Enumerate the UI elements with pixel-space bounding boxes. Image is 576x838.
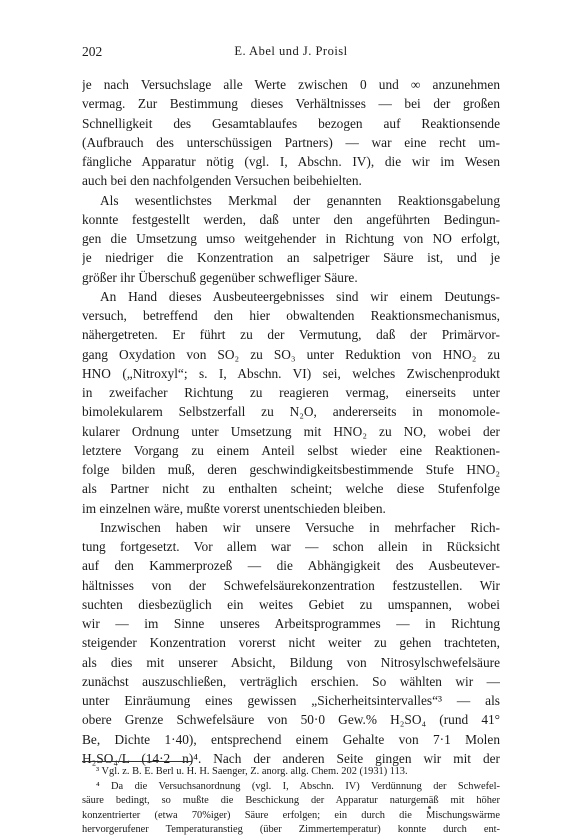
footnotes bbox=[82, 765, 500, 838]
running-title: E. Abel und J. Proisl bbox=[234, 44, 348, 58]
body-line: kularer Ordnung unter Umsetzung mit HNO₂ zu NO, wobei der bbox=[82, 423, 500, 439]
page-header bbox=[82, 44, 500, 64]
body-line: letztere Vorgang zu einem Anteil selbst wieder eine Reaktionen- bbox=[82, 442, 500, 458]
body-line: Be, Dichte 1·40), entsprechend einem Gehalte von 7·1 Molen bbox=[82, 731, 500, 747]
body-line: hältnisses von der Schwefelsäurekonzentration festzustellen. Wir bbox=[82, 577, 500, 593]
body-line: größer ihr Überschuß gegenüber schwefliger Säure. bbox=[82, 269, 358, 285]
body-line: zunächst auszuschließen, verträglich erschien. So wählten wir — bbox=[82, 673, 500, 689]
body-line: als dies mit unserer Absicht, Bildung von Nitrosylschwefelsäure bbox=[82, 654, 500, 670]
body-line: An Hand dieses Ausbeuteergebnisses sind wir einem Deutungs- bbox=[100, 288, 500, 304]
body-line: gen die Umsetzung umso weitgehender in Richtung von NO erfolgt, bbox=[82, 231, 500, 246]
body-line: folge bilden muß, deren geschwindigkeitsbestimmende Stufe HNO₂ bbox=[82, 462, 500, 477]
body-line: (Aufbrauch des unterschüssigen Partners) — war eine recht um- bbox=[82, 134, 500, 150]
print-speck bbox=[428, 806, 431, 809]
body-line: tung fortgesetzt. Vor allem war — schon allein in Rücksicht bbox=[82, 539, 500, 554]
body-line: in zweifacher Richtung zu reagieren vermag, einerseits unter bbox=[82, 385, 500, 400]
body-line: Als wesentlichstes Merkmal der genannten Reaktionsgabelung bbox=[100, 192, 500, 208]
body-line: auch bei den nachfolgenden Versuchen beibehielten. bbox=[82, 173, 362, 189]
footnote-line: säure bedingt, so mußte die Beschickung der Apparatur naturgemäß mit höher bbox=[82, 795, 500, 807]
body-line: HNO („Nitroxyl“; s. I, Abschn. VI) sei, welches Zwischenprodukt bbox=[82, 365, 500, 381]
body-line: fängliche Apparatur nötig (vgl. I, Abschn. IV), die wir im Wesen bbox=[82, 154, 500, 169]
footnote-line: ⁴ Da die Versuchsanordnung (vgl. I, Abschn. IV) Verdünnung der Schwefel- bbox=[96, 780, 500, 792]
body-line: auf den Kammerprozeß — die Abhängigkeit des Ausbeutever- bbox=[82, 558, 500, 574]
body-line: H₂SO₄/L (14·2 n)⁴. Nach der anderen Seite gingen wir mit der bbox=[82, 750, 500, 766]
body-line: nähergetreten. Er führt zu der Vermutung, daß der Primärvor- bbox=[82, 327, 500, 343]
body-line: Inzwischen haben wir unsere Versuche in mehrfacher Rich- bbox=[100, 519, 500, 535]
body-line: Schnelligkeit des Gesamtablaufes bezogen auf Reaktionsende bbox=[82, 115, 500, 131]
body-line: gang Oxydation von SO₂ zu SO₃ unter Reduktion von HNO₂ zu bbox=[82, 346, 500, 362]
body-line: unter Einräumung eines gewissen „Sicherheitsintervalles“³ — als bbox=[82, 693, 500, 708]
body-line: obere Grenze Schwefelsäure von 50·0 Gew.% H₂SO₄ (rund 41° bbox=[82, 712, 500, 728]
body-text bbox=[82, 75, 500, 768]
body-line: konnte festgestellt werden, daß unter den angeführten Bedingun- bbox=[82, 211, 500, 227]
body-line: suchten diesbezüglich ein weites Gebiet zu umspannen, wobei bbox=[82, 596, 500, 612]
body-line: wir — im Sinne unseres Arbeitsprogrammes — in Richtung bbox=[82, 616, 500, 631]
footnote-line: hervorgerufener Temperaturanstieg (über Zimmertemperatur) konnte durch ent- bbox=[82, 824, 500, 836]
body-line: bimolekularem Selbstzerfall zu N₂O, andererseits in monomole- bbox=[82, 404, 500, 420]
body-line: als Partner nicht zu enthalten scheint; welche diese Stufenfolge bbox=[82, 481, 500, 497]
body-line: im einzelnen wäre, mußte vorerst unentschieden bleiben. bbox=[82, 500, 386, 516]
body-line: je nach Versuchslage alle Werte zwischen 0 und ∞ anzunehmen bbox=[82, 77, 500, 92]
page-number: 202 bbox=[82, 44, 103, 59]
body-line: versuch, betreffend den hier obwaltenden Reaktionsmechanismus, bbox=[82, 308, 500, 323]
footnote-line: ³ Vgl. z. B. E. Berl u. H. H. Saenger, Z. anorg. allg. Chem. 202 (1931) 113. bbox=[96, 766, 408, 777]
body-line: steigender Konzentration vorerst nicht weiter zu gehen trachteten, bbox=[82, 635, 500, 651]
footnote-rule bbox=[82, 761, 192, 762]
body-line: vermag. Zur Bestimmung dieses Verhältnisses — bei der großen bbox=[82, 96, 500, 112]
body-line: je niedriger die Konzentration an salpetriger Säure ist, und je bbox=[82, 250, 500, 266]
footnote-line: konzentrierter (etwa 70%iger) Säure erfolgen; ein durch die Mischungswärme bbox=[82, 809, 500, 821]
